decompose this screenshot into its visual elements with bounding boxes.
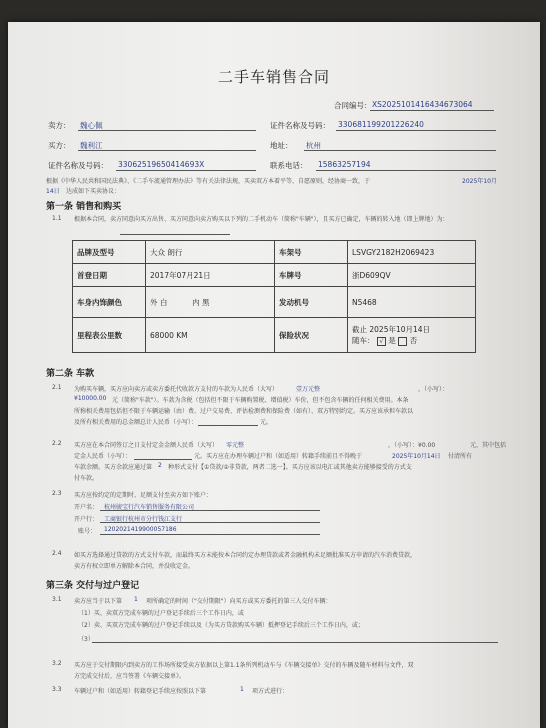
- insurance-label: 保险状况: [275, 318, 348, 353]
- clause-2-1-e: 所称相关费用包括但不限于车辆运输（由）费、过户交易费、评估检测费和保险费（如有）、双方特别约定。买方应该承担车款以: [74, 408, 414, 415]
- exterior-color: 外 白: [150, 297, 168, 307]
- vehicle-info-table: [72, 240, 476, 353]
- vin-value: LSVGY2182H2069423: [348, 241, 476, 264]
- account-number-underline: [100, 534, 320, 535]
- clause-2-3-num: 2.3: [52, 490, 62, 497]
- clause-2-4-b: 卖方有权立即单方解除本合同，并没收定金。: [74, 563, 195, 570]
- section-1-title: 第一条 销售和购买: [46, 202, 122, 212]
- mileage-label: 里程表公里数: [73, 318, 146, 353]
- clause-2-1-g: 元。: [260, 419, 273, 426]
- seller-id-label: 证件名称及号码：: [270, 121, 330, 130]
- clause-2-1-amount: 壹万元整: [296, 386, 321, 393]
- deposit-underline: [134, 459, 192, 460]
- clause-2-2-date: 2025年10月14日: [392, 453, 441, 460]
- account-name-underline: [100, 510, 320, 511]
- clause-3-2-num: 3.2: [52, 660, 62, 667]
- basis-line-2: 达成如下买卖协议：: [66, 188, 121, 195]
- mileage-value: 68000 KM: [146, 318, 275, 353]
- clause-2-2-a: 买方应在本合同签订之日支付定金金额人民币（大写）: [74, 442, 219, 449]
- clause-3-1-num: 3.1: [52, 596, 62, 603]
- yes-checkbox[interactable]: √: [377, 337, 386, 346]
- address: 杭州: [306, 141, 321, 150]
- insurance-value: [348, 318, 476, 353]
- plate-label: 车牌号: [275, 264, 348, 287]
- no-checkbox[interactable]: [398, 337, 407, 346]
- clause-2-3-a: 买方应按约定的定期时、足额支付至卖方如下账户：: [74, 492, 213, 499]
- phone-underline: [316, 170, 496, 171]
- section-3-title: 第三条 交付与过户登记: [46, 581, 140, 591]
- clause-3-2-b: 方完成交付后，应当签署《车辆交接单》。: [74, 673, 186, 680]
- account-name: 杭州骏宝行汽车销售服务有限公司: [104, 504, 195, 511]
- clause-3-1-b: 项所确定的时间（"交付期限"）向买方或买方委托的第三人交付车辆：: [146, 598, 332, 605]
- clause-3-2-a: 买方应于交付期限内到卖方的工作场所接受卖方依据以上第1.1条所列机动车与《车辆交接单》交付的车辆及随车材料与文件，双: [74, 662, 414, 669]
- seller-name: 魏心佩: [80, 121, 103, 130]
- buyer-label: 买方：: [48, 141, 71, 150]
- reg-date-value: 2017年07月21日: [146, 264, 275, 287]
- account-bank-label: 开户行：: [74, 516, 99, 523]
- basis-line-1: 根据《中华人民共和国民法典》、《二手车流通管理办法》等有关法律法规，买卖双方本着平等、自愿原则，经协商一致，于: [46, 178, 371, 185]
- basis-date-ym: 2025年10月: [462, 178, 497, 185]
- contract-title: 二手车销售合同: [218, 68, 331, 86]
- clause-2-2-c: 元，其中包括: [470, 442, 507, 449]
- contract-number: XS2025101416434673064: [372, 100, 473, 109]
- buyer-id-label: 证件名称及号码：: [48, 161, 108, 170]
- yes-label: 是: [388, 336, 396, 345]
- clause-2-4-num: 2.4: [52, 550, 62, 557]
- clause-3-1-a: 卖方应当于以下第: [74, 598, 123, 605]
- plate-value: 浙D609QV: [348, 264, 476, 287]
- option-3-underline: [92, 642, 498, 643]
- color-label: 车身内饰颜色: [73, 287, 146, 318]
- account-number: 1202021419900057186: [104, 526, 177, 533]
- clause-2-1-b: ，（小写）：: [418, 386, 449, 393]
- clause-2-1-f: 及所有相关费用的总金额总计人民币（小写）：: [74, 419, 198, 426]
- clause-1-1-text: 根据本合同，卖方同意向买方出售、买方同意向卖方购买以下列的二手机动车（简称"车辆"），且买方已确定，车辆的转入地（即上牌地）为：: [74, 216, 449, 223]
- buyer-underline: [78, 150, 256, 151]
- clause-3-3-num: 3.3: [52, 686, 62, 693]
- account-name-label: 开户名：: [74, 504, 99, 511]
- clause-2-2-j: 付车款。: [74, 475, 99, 482]
- clause-2-2-num: 2.2: [52, 440, 62, 447]
- clause-2-2-h: 2: [158, 462, 162, 469]
- engine-value: N5468: [348, 287, 476, 318]
- address-underline: [304, 150, 496, 151]
- clause-3-1-opt1: （1）买、卖双方完成车辆的过户登记手续后三个工作日内，或: [78, 610, 244, 617]
- register-place-underline: [120, 234, 230, 235]
- clause-2-2-amount: 零元整: [226, 442, 245, 449]
- account-bank-underline: [100, 522, 320, 523]
- clause-2-2-i: 种形式支付【①贷款/②非贷款，两者二选一】。买方应该以电汇或其他卖方能够接受的方式支: [168, 464, 412, 471]
- engine-label: 发动机号: [275, 287, 348, 318]
- clause-3-1-n: 1: [134, 596, 138, 603]
- phone-label: 联系电话：: [270, 161, 308, 170]
- clause-3-3-b: 项方式进行：: [252, 688, 289, 695]
- clause-2-4-a: 如买方选择通过贷款的方式支付车款，而最终买方未能按本合同约定办理贷款或者金融机构未足额批准买方申请的汽车消费贷款，: [74, 552, 417, 559]
- clause-3-3-a: 车辆过户和（如适用）转籍登记手续应按照以下第: [74, 688, 207, 695]
- buyer-name: 魏利江: [80, 141, 103, 150]
- clause-2-1-a: 为购买车辆，买方应向卖方或卖方委托代收款方支付的车款为人民币（大写）: [74, 386, 279, 393]
- clause-2-2-b: ，（小写）：¥0.00: [388, 442, 436, 449]
- clause-2-1-num: 2.1: [52, 384, 62, 391]
- contract-number-underline: [370, 110, 494, 111]
- seller-id-underline: [336, 130, 496, 131]
- account-bank: 工商银行杭州市分行钱江支行: [104, 516, 183, 523]
- buyer-id-underline: [116, 170, 256, 171]
- reg-date-label: 首登日期: [73, 264, 146, 287]
- clause-2-2-d: 定金人民币（小写）：: [74, 453, 132, 460]
- seller-underline: [78, 130, 256, 131]
- no-label: 否: [409, 336, 418, 345]
- phone: 15863257194: [318, 160, 371, 169]
- seller-label: 卖方：: [48, 121, 71, 130]
- clause-2-2-f: 付清所有: [448, 453, 473, 460]
- contract-page: [8, 22, 540, 728]
- clause-2-2-g: 车款余额。买方余款应通过第: [74, 464, 153, 471]
- clause-1-1-num: 1.1: [52, 215, 62, 222]
- clause-2-1-c: ¥10000.00: [74, 395, 107, 402]
- clause-3-1-opt2: （2）卖、买双方完成车辆的过户登记手续以及（为买方贷款购买车辆）抵押登记手续后三个工作日内，或；: [78, 622, 364, 629]
- seller-id: 330681199201226240: [338, 120, 424, 129]
- clause-3-3-n: 1: [240, 686, 244, 693]
- interior-color: 内 黑: [192, 297, 210, 307]
- total-amount-underline: [198, 425, 258, 426]
- vin-label: 车架号: [275, 241, 348, 264]
- section-2-title: 第二条 车款: [46, 369, 95, 379]
- brand-label: 品牌及型号: [73, 241, 146, 264]
- color-value: [146, 287, 275, 318]
- basis-date-day: 14日: [46, 188, 60, 195]
- brand-value: 大众 朗行: [146, 241, 275, 264]
- buyer-id: 33062519650414693X: [118, 160, 205, 169]
- with-car-label: 随车：: [352, 336, 375, 345]
- contract-number-label: 合同编号：: [334, 101, 372, 110]
- account-number-label: 账号：: [78, 528, 97, 535]
- clause-2-2-e: 元。买方应在办理车辆过户和（如适用）转籍手续前且不得晚于: [194, 453, 363, 460]
- clause-2-1-d: 元（简称"车款"）。车款为含税（包括但不限于车辆购置税、增值税）车价，但不包含车辆的任何相关费用。本条: [112, 397, 409, 404]
- address-label: 地址：: [270, 141, 293, 150]
- insurance-date: 截止 2025年10月14日: [352, 325, 431, 334]
- clause-3-1-opt3: （3）: [78, 636, 94, 643]
